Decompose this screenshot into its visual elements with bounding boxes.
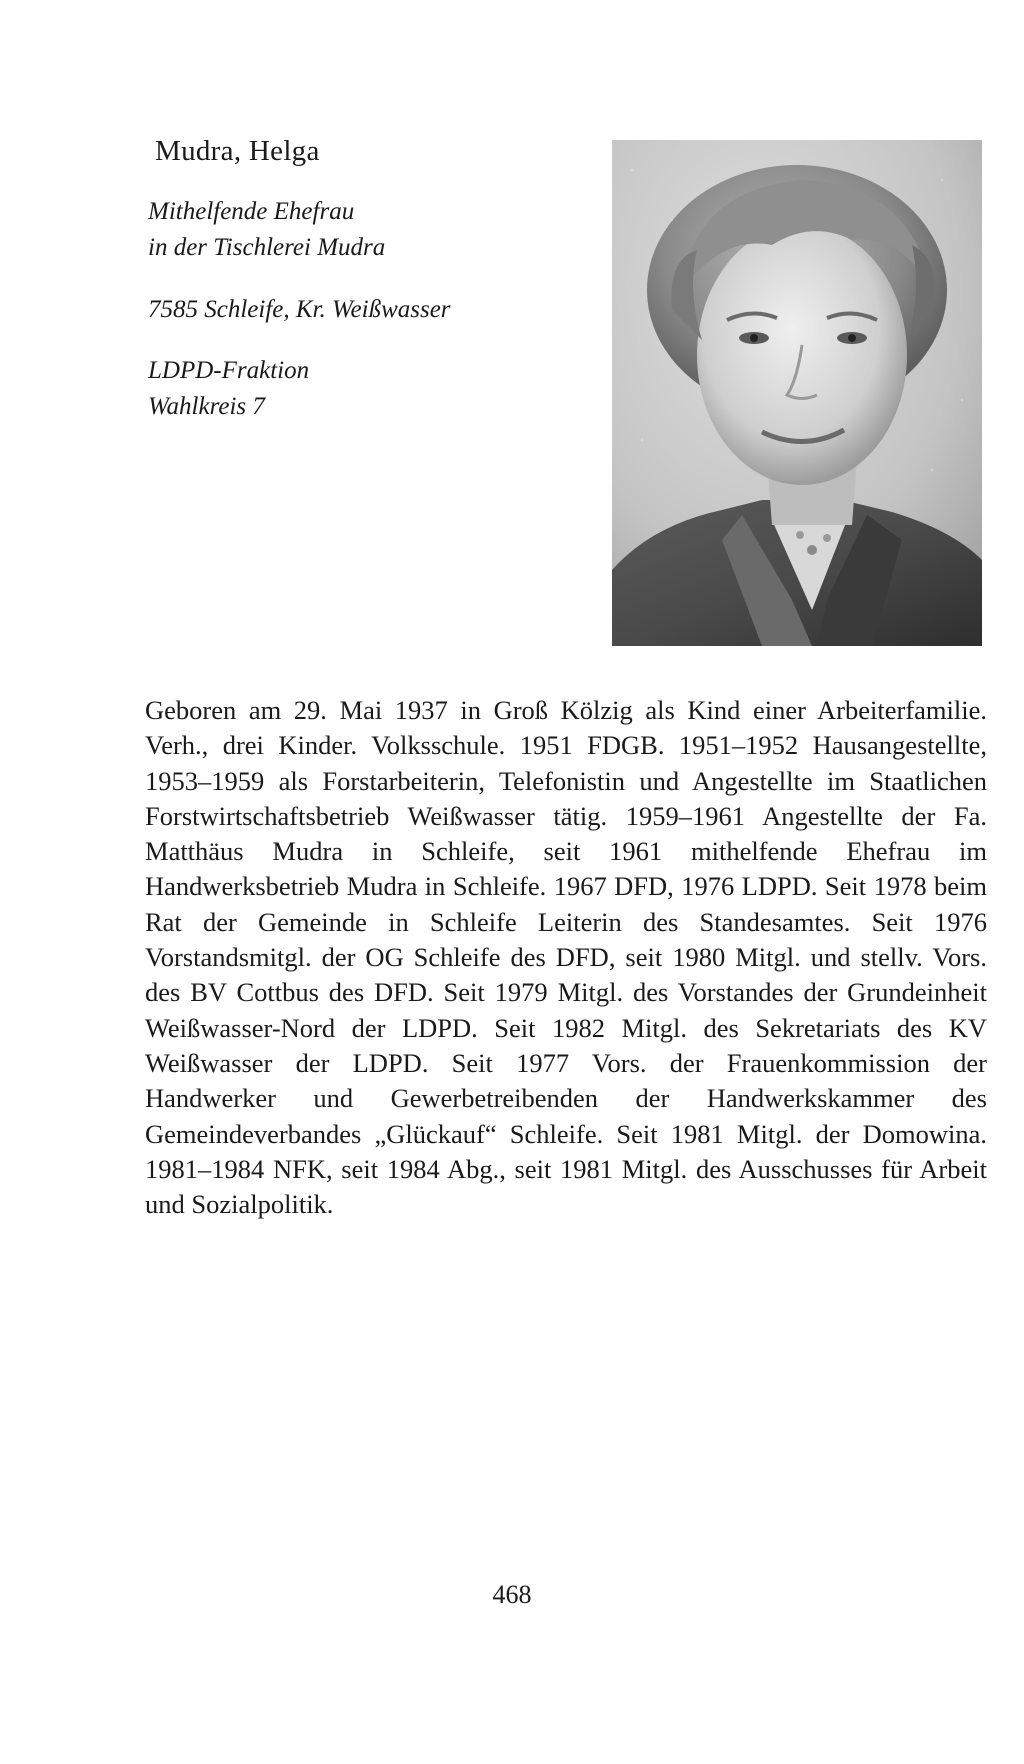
biography-paragraph: Geboren am 29. Mai 1937 in Groß Kölzig als Kind einer Arbeiterfamilie. Verh., drei Kinder. Volksschule. 1951 FDGB. 1951–1952 Hausangestellte, 1953–1959 als Forstarbeiterin, Telefonistin und Angestellte im Staatlichen Forstwirtschaftsbetrieb Weißwasser tätig. 1959–1961 Angestellte der Fa. Matthäus Mudra in Schleife, seit 1961 mithelfende Ehefrau im Handwerksbetrieb Mudra in Schleife. 1967 DFD, 1976 LDPD. Seit 1978 beim Rat der Gemeinde in Schleife Leiterin des Standesamtes. Seit 1976 Vorstandsmitgl. der OG Schleife des DFD, seit 1980 Mitgl. und stellv. Vors. des BV Cottbus des DFD. Seit 1979 Mitgl. des Vorstandes der Grundeinheit Weißwasser-Nord der LDPD. Seit 1982 Mitgl. des Sekretariats des KV Weißwasser der LDPD. Seit 1977 Vors. der Frauenkommission der Handwerker und Gewerbetreibenden der Handwerkskammer des Gemeindeverbandes „Glückauf“ Schleife. Seit 1981 Mitgl. der Domowina. 1981–1984 NFK, seit 1984 Abg., seit 1981 Mitgl. des Ausschusses für Arbeit und Sozialpolitik. bbox=[145, 695, 987, 1220]
portrait-image-icon bbox=[612, 140, 982, 646]
address bbox=[148, 292, 451, 328]
entry-name: Mudra, Helga bbox=[155, 135, 320, 167]
constituency: Wahlkreis 7 bbox=[148, 393, 265, 420]
faction-block bbox=[148, 353, 309, 425]
occupation bbox=[148, 194, 385, 266]
address-line: 7585 Schleife, Kr. Weißwasser bbox=[148, 296, 451, 323]
occupation-line-1: Mithelfende Ehefrau bbox=[148, 198, 355, 225]
portrait-photo bbox=[612, 140, 982, 646]
page-number: 468 bbox=[492, 1580, 532, 1609]
occupation-line-2: in der Tischlerei Mudra bbox=[148, 234, 386, 261]
faction: LDPD-Fraktion bbox=[148, 357, 310, 384]
